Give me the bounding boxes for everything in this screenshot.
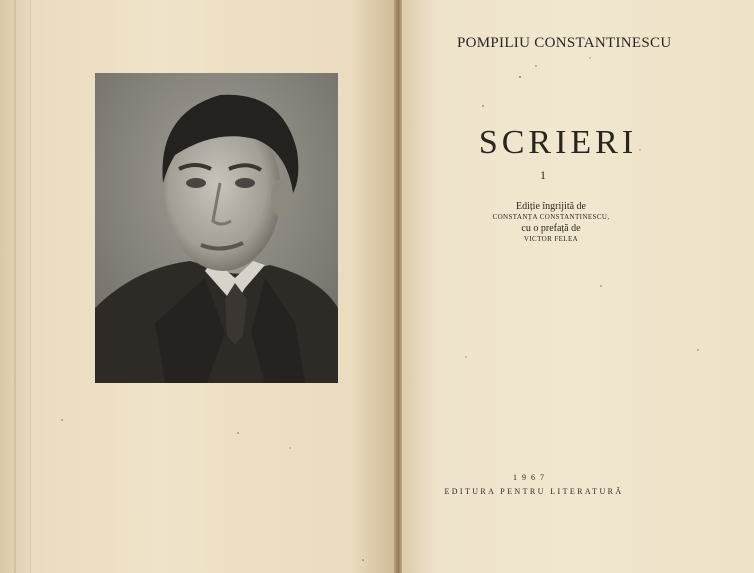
volume-number: 1: [540, 168, 546, 182]
edition-credits: [420, 201, 682, 245]
preface-author: VICTOR FELEA: [523, 235, 579, 243]
author-name: POMPILIU CONSTANTINESCU: [457, 35, 672, 51]
publication-year: 1967: [513, 473, 549, 482]
editor-name: CONSTANȚA CONSTANTINESCU,: [492, 213, 610, 221]
credit-line: cu o prefață de: [521, 223, 581, 234]
page-edge-line: [30, 0, 31, 573]
portrait-photo: [95, 73, 338, 383]
page-edge-line: [14, 0, 16, 573]
publisher-name: EDITURA PENTRU LITERATURĂ: [444, 487, 624, 496]
credit-line: Ediție îngrijită de: [516, 201, 586, 212]
book-title: SCRIERI: [478, 124, 638, 161]
